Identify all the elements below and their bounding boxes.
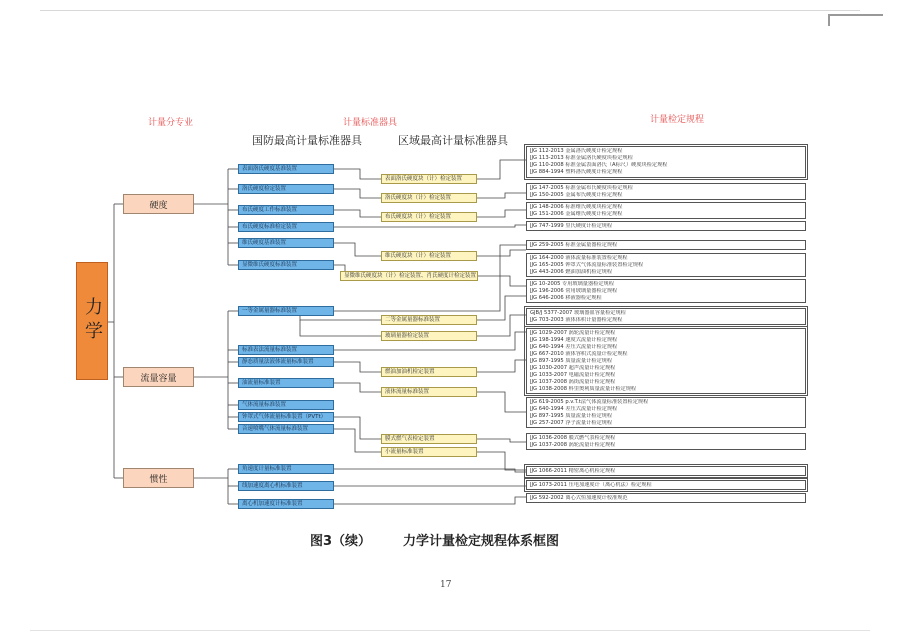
flow-item: 一等金属量器标准装置 [238,306,334,316]
procedure-line: JJG 619-2005 p.v.T.t法气体流量标准装置检定规程 [530,399,649,405]
procedure-line: JJG 640-1994 差压式流量计检定规程 [530,344,618,350]
header-standard-devices: 计量标准器具 [343,118,398,128]
figure-number: 图3（续） [310,534,372,549]
flow-item: 气体流量标准装置 [238,400,334,410]
figure-caption [310,530,559,549]
procedure-line: JJG 443-2006 燃油加油机检定规程 [530,269,613,275]
procedure-line: JJG 897-1995 质量流量计检定规程 [530,413,613,419]
procedure-line: GJB/J 5377-2007 玻璃器皿容量检定规程 [530,310,626,316]
hardness-regional-item: 洛氏硬度块（计）检定装置 [381,193,477,203]
procedure-box [526,328,806,394]
procedure-line: JJG 1029-2007 涡轮流量计检定规程 [530,330,616,336]
procedure-line: JJG 1036-2008 膜式燃气表检定规程 [530,435,616,441]
flow-regional-item: 小流量标准装置 [381,447,477,457]
hardness-regional-item: 表面洛氏硬度块（计）检定装置 [381,174,477,184]
procedure-box [526,183,806,200]
procedure-line: JJG 897-1995 质量流量计检定规程 [530,358,613,364]
procedure-line: JJG 147-2005 标准金属布氏硬度块检定规程 [530,185,633,191]
procedure-box [526,279,806,303]
category-hardness: 硬度 [123,194,194,214]
flow-item: 静态质量法液体流量标准装置 [238,357,334,367]
procedure-line: JJG 667-2010 液体容积式流量计检定规程 [530,351,628,357]
procedure-box [526,308,806,325]
procedure-box [526,466,806,476]
header-regulations: 计量检定规程 [650,115,705,125]
procedure-line: JJG 113-2013 标准金属洛氏硬度块检定规程 [530,155,633,161]
hardness-item: 布氏硬度标准检定装置 [238,222,334,232]
procedure-line: JJG 747-1999 里氏硬度计检定规程 [530,223,613,229]
hardness-regional-item: 布氏硬度块（计）检定装置 [381,212,477,222]
flow-regional-item: 二等金属量器标准装置 [381,315,477,325]
procedure-line: JJG 703-2003 液体体积计量器检定规程 [530,317,623,323]
procedure-box [526,221,806,231]
procedure-line: JJG 884-1994 塑料洛氏硬度计检定规程 [530,169,623,175]
flow-item: 音速喷嘴气体流量标准装置 [238,424,334,434]
root-node-mechanics: 力学 [76,262,108,380]
procedure-line: JJG 10-2005 专用玻璃量器检定规程 [530,281,614,287]
procedure-line: JJG 1030-2007 超声流量计检定规程 [530,365,616,371]
procedure-box [526,202,806,219]
flow-item: 标准表法流量标准装置 [238,345,334,355]
procedure-box [526,433,806,450]
procedure-box [526,253,806,277]
hardness-item: 布氏硬度工作标准装置 [238,205,334,215]
procedure-box [526,146,806,178]
procedure-line: JJG 640-1994 差压式流量计检定规程 [530,406,618,412]
hardness-regional-item: 维氏硬度块（计）检定装置 [381,251,477,261]
procedure-line: JJG 1066-2011 精密离心机检定规程 [530,468,616,474]
procedure-line: JJG 198-1994 速度式流量计检定规程 [530,337,618,343]
figure-title: 力学计量检定规程体系框图 [403,534,560,549]
hardness-item: 维氏硬度基准装置 [238,238,334,248]
procedure-box [526,493,806,503]
procedure-line: JJG 1038-2008 科里奥利质量流量计检定规程 [530,386,637,392]
procedure-line: JJG 112-2013 金属洛氏硬度计检定规程 [530,148,623,154]
procedure-line: JJG 151-2006 金属维氏硬度计检定规程 [530,211,623,217]
procedure-line: JJG 646-2006 移液器检定规程 [530,295,602,301]
procedure-line: JJG 592-2002 离心式恒加速度计校准规范 [530,495,628,501]
page-number: 17 [440,580,452,590]
procedure-line: JJG 1033-2007 电磁流量计检定规程 [530,372,616,378]
flow-regional-item: 膜式燃气表检定装置 [381,434,477,444]
hardness-item: 表面洛氏硬度基准装置 [238,164,334,174]
category-inertia: 惯性 [123,468,194,488]
subheader-national-highest: 国防最高计量标准器具 [252,134,362,147]
procedure-line: JJG 165-2005 钟罩式气体流量标准装置检定规程 [530,262,644,268]
inertia-item: 离心机加速度计标准装置 [238,499,334,509]
flow-item: 油流量标准装置 [238,378,334,388]
flow-regional-item: 玻璃量器检定装置 [381,331,477,341]
flow-regional-item: 燃油加油机检定装置 [381,367,477,377]
hardness-item: 洛氏硬度检定装置 [238,184,334,194]
flow-regional-item: 液体流量标准装置 [381,387,477,397]
hardness-item: 显微维氏硬度标准装置 [238,260,334,270]
procedure-line: JJG 150-2005 金属布氏硬度计检定规程 [530,192,623,198]
hardness-regional-item: 显微维氏硬度块（计）检定装置、肖氏硬度计检定装置 [340,271,478,281]
procedure-line: JJG 196-2006 常用玻璃量器检定规程 [530,288,618,294]
header-by-discipline: 计量分专业 [148,118,194,128]
procedure-box [526,480,806,490]
inertia-item: 线加速度离心机标准装置 [238,481,334,491]
flow-item: 钟罩式气体流量标准装置（PVTt） [238,412,334,422]
procedure-box [526,240,806,250]
procedure-line: JJG 148-2006 标准维氏硬度块检定规程 [530,204,623,210]
procedure-line: JJG 110-2008 标准金属表面洛氏（A标尺）硬度块检定规程 [530,162,668,168]
procedure-line: JJG 1073-2011 压电加速度计（离心机法）检定规程 [530,482,652,488]
procedure-line: JJG 1037-2008 涡街流量计检定规程 [530,379,616,385]
subheader-regional: 区域最高计量标准器具 [398,134,508,147]
category-flow: 流量容量 [123,367,194,387]
procedure-line: JJG 1037-2008 涡轮流量计检定规程 [530,442,616,448]
inertia-item: 角速度计量标准装置 [238,464,334,474]
procedure-line: JJG 259-2005 标准金属量器检定规程 [530,242,618,248]
procedure-box [526,397,806,428]
procedure-line: JJG 257-2007 浮子流量计检定规程 [530,420,613,426]
procedure-line: JJG 164-2000 液体流量标准装置检定规程 [530,255,628,261]
